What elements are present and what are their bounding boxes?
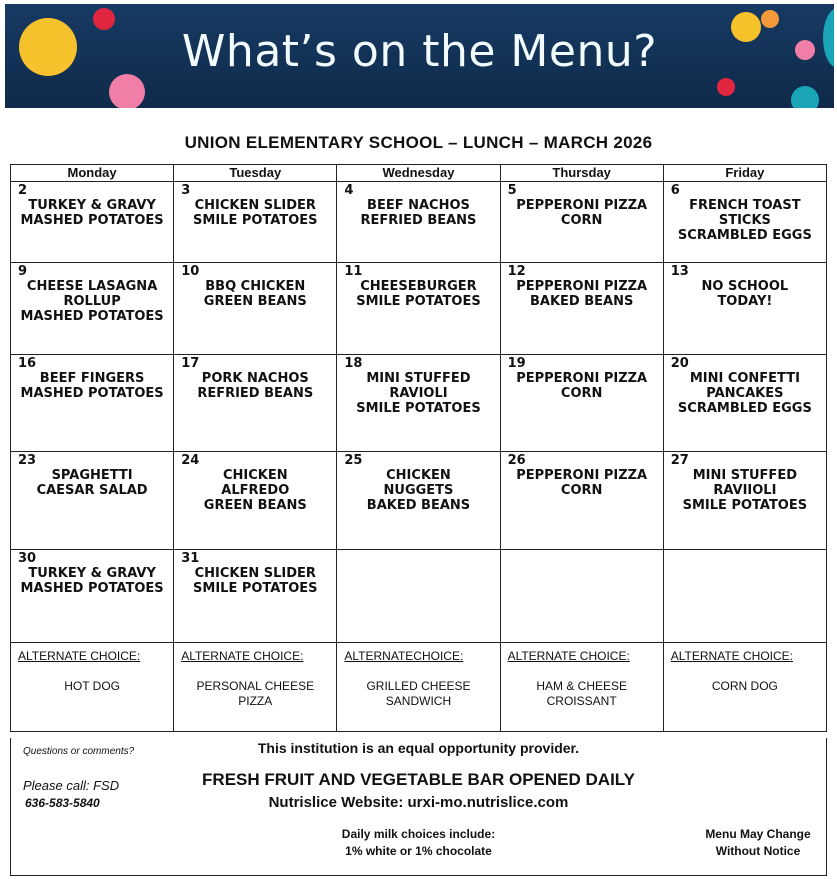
menu-item: RAVIIOLI (713, 483, 777, 498)
day-number: 27 (670, 453, 689, 468)
calendar-week-row (11, 452, 827, 550)
alternate-choice-label: ALTERNATECHOICE: (344, 649, 464, 663)
menu-change-line2: Without Notice (715, 844, 801, 858)
calendar-day-cell (11, 550, 174, 643)
weekday-header-row (11, 165, 827, 182)
equal-opportunity-text: This institution is an equal opportunity provider. (257, 740, 580, 756)
alternate-choice-line: PERSONAL CHEESE (196, 679, 315, 693)
alternate-choice-line: SANDWICH (385, 694, 452, 708)
menu-item: BAKED BEANS (529, 294, 634, 309)
day-number: 3 (181, 183, 191, 198)
menu-item: PEPPERONI PIZZA (516, 468, 648, 483)
calendar-day-cell (174, 182, 337, 263)
menu-item: BBQ CHICKEN (205, 279, 306, 294)
alternate-choice-label: ALTERNATE CHOICE: (18, 649, 141, 663)
milk-choices-line1: Daily milk choices include: (341, 827, 496, 841)
menu-item: ROLLUP (63, 294, 121, 309)
calendar-day-cell (663, 550, 826, 643)
day-number (664, 550, 826, 551)
menu-item: GREEN BEANS (203, 498, 307, 513)
calendar-week-row (11, 263, 827, 355)
fruit-bar-text: FRESH FRUIT AND VEGETABLE BAR OPENED DAILY (202, 770, 635, 789)
calendar-day-cell (500, 355, 663, 452)
day-number: 12 (507, 264, 526, 279)
alternate-choice-value (337, 679, 499, 709)
day-number: 11 (344, 264, 363, 279)
menu-item: BEEF FINGERS (39, 371, 145, 386)
day-number: 4 (344, 183, 354, 198)
calendar-day-cell (174, 550, 337, 643)
calendar-week-row (11, 550, 827, 643)
menu-item: TURKEY & GRAVY (28, 198, 156, 213)
calendar-day-cell (11, 355, 174, 452)
alternate-choice-label: ALTERNATE CHOICE: (181, 649, 304, 663)
menu-item: REFRIED BEANS (197, 386, 314, 401)
calendar-day-cell (337, 550, 500, 643)
alternate-choice-line: GRILLED CHEESE (366, 679, 471, 693)
menu-item: FRENCH TOAST (689, 198, 801, 213)
calendar-day-cell (174, 263, 337, 355)
alternate-choice-label: ALTERNATE CHOICE: (507, 649, 630, 663)
menu-item: MASHED POTATOES (20, 309, 164, 324)
menu-item: SPAGHETTI (51, 468, 133, 483)
menu-item: PORK NACHOS (201, 371, 309, 386)
weekday-thursday: Thursday (500, 165, 663, 182)
menu-item: CHICKEN (386, 468, 451, 483)
menu-item: PEPPERONI PIZZA (516, 279, 648, 294)
decor-dot-teal (791, 86, 819, 108)
menu-item: SMILE POTATOES (682, 498, 808, 513)
questions-text: Questions or comments? (23, 746, 135, 757)
menu-item: TURKEY & GRAVY (28, 566, 156, 581)
calendar-day-cell (663, 263, 826, 355)
menu-item: SCRAMBLED EGGS (677, 228, 812, 243)
menu-item: PEPPERONI PIZZA (516, 371, 648, 386)
decor-dot-red (717, 78, 735, 96)
menu-item: BEEF NACHOS (367, 198, 470, 213)
menu-item: REFRIED BEANS (360, 213, 477, 228)
day-number: 16 (18, 356, 37, 371)
alternate-choice-cell (663, 643, 826, 732)
day-number: 30 (18, 551, 37, 566)
menu-item: MINI STUFFED (366, 371, 471, 386)
menu-item: GREEN BEANS (203, 294, 307, 309)
alternate-choice-line: HAM & CHEESE (536, 679, 627, 693)
day-number: 20 (670, 356, 689, 371)
calendar-week-row (11, 182, 827, 263)
calendar-day-cell (11, 182, 174, 263)
menu-item: MASHED POTATOES (20, 213, 164, 228)
menu-item: CHEESEBURGER (360, 279, 477, 294)
alternate-choice-value (664, 679, 826, 694)
phone-number: 636-583-5840 (25, 796, 100, 810)
weekday-monday: Monday (11, 165, 174, 182)
calendar-day-cell (11, 452, 174, 550)
alternate-choice-value (501, 679, 663, 709)
calendar-day-cell (337, 263, 500, 355)
menu-item: RAVIOLI (389, 386, 448, 401)
calendar-day-cell (337, 452, 500, 550)
menu-item: SMILE POTATOES (356, 294, 481, 309)
menu-item: CORN (560, 213, 603, 228)
menu-item: MASHED POTATOES (20, 581, 164, 596)
calendar-day-cell (174, 452, 337, 550)
day-number: 10 (181, 264, 200, 279)
day-number: 6 (670, 183, 680, 198)
day-number: 5 (507, 183, 517, 198)
calendar-day-cell (11, 263, 174, 355)
menu-item: CHICKEN SLIDER (194, 198, 316, 213)
calendar-day-cell (337, 182, 500, 263)
alternate-choice-line: PIZZA (238, 694, 273, 708)
alternate-choice-cell (500, 643, 663, 732)
weekday-wednesday: Wednesday (337, 165, 500, 182)
menu-item: SMILE POTATOES (356, 401, 481, 416)
menu-item: CHICKEN SLIDER (194, 566, 316, 581)
calendar-day-cell (337, 355, 500, 452)
menu-item: MASHED POTATOES (20, 386, 164, 401)
calendar-day-cell (500, 263, 663, 355)
weekday-tuesday: Tuesday (174, 165, 337, 182)
calendar-body (11, 182, 827, 643)
alternate-choice-line: CROISSANT (546, 694, 617, 708)
day-number (501, 550, 663, 551)
weekday-friday: Friday (663, 165, 826, 182)
calendar-day-cell (663, 452, 826, 550)
please-call-text: Please call: FSD (23, 778, 120, 793)
menu-item: PANCAKES (706, 386, 784, 401)
calendar-day-cell (663, 355, 826, 452)
menu-item: SCRAMBLED EGGS (677, 401, 812, 416)
alternate-choice-line: CORN DOG (711, 679, 778, 693)
banner-title: What’s on the Menu? (181, 26, 658, 77)
day-number: 25 (344, 453, 363, 468)
menu-item: CHICKEN (222, 468, 288, 483)
menu-item: SMILE POTATOES (193, 581, 318, 596)
page-title: UNION ELEMENTARY SCHOOL – LUNCH – MARCH 2026 (184, 133, 653, 152)
day-number: 18 (344, 356, 363, 371)
website-text: Nutrislice Website: urxi-mo.nutrislice.com (268, 794, 569, 811)
menu-item: CHEESE LASAGNA (26, 279, 158, 294)
calendar-day-cell (500, 452, 663, 550)
day-number: 17 (181, 356, 200, 371)
alternate-choice-row (11, 643, 827, 732)
menu-item: ALFREDO (221, 483, 290, 498)
day-number (337, 550, 499, 551)
menu-banner (5, 4, 834, 108)
milk-choices-line2: 1% white or 1% chocolate (345, 844, 492, 858)
lunch-calendar (10, 164, 827, 732)
alternate-choice-cell (337, 643, 500, 732)
day-number: 2 (18, 183, 28, 198)
menu-item: CAESAR SALAD (36, 483, 148, 498)
menu-item: BAKED BEANS (366, 498, 471, 513)
calendar-week-row (11, 355, 827, 452)
day-number: 31 (181, 551, 200, 566)
calendar-day-cell (500, 182, 663, 263)
alternate-choice-value (11, 679, 173, 694)
alternate-choice-cell (11, 643, 174, 732)
day-number: 23 (18, 453, 37, 468)
menu-item: MINI STUFFED (692, 468, 797, 483)
menu-item: NUGGETS (383, 483, 454, 498)
decor-dot-pink (109, 74, 145, 108)
menu-footer (10, 738, 827, 876)
day-number: 9 (18, 264, 28, 279)
calendar-day-cell (663, 182, 826, 263)
day-number: 13 (670, 264, 689, 279)
menu-item: TODAY! (717, 294, 773, 309)
menu-item: SMILE POTATOES (193, 213, 318, 228)
day-number: 26 (507, 453, 526, 468)
menu-item: CORN (560, 483, 603, 498)
alternate-choice-cell (174, 643, 337, 732)
alternate-choices (11, 643, 827, 732)
calendar-day-cell (500, 550, 663, 643)
menu-item: STICKS (718, 213, 771, 228)
alternate-choice-label: ALTERNATE CHOICE: (670, 649, 793, 663)
menu-item: CORN (560, 386, 603, 401)
menu-item: PEPPERONI PIZZA (516, 198, 648, 213)
alternate-choice-line: HOT DOG (64, 679, 120, 693)
day-number: 24 (181, 453, 200, 468)
menu-change-line1: Menu May Change (705, 827, 811, 841)
menu-item: NO SCHOOL (701, 279, 789, 294)
alternate-choice-value (174, 679, 336, 709)
calendar-day-cell (174, 355, 337, 452)
menu-item: MINI CONFETTI (689, 371, 800, 386)
day-number: 19 (507, 356, 526, 371)
